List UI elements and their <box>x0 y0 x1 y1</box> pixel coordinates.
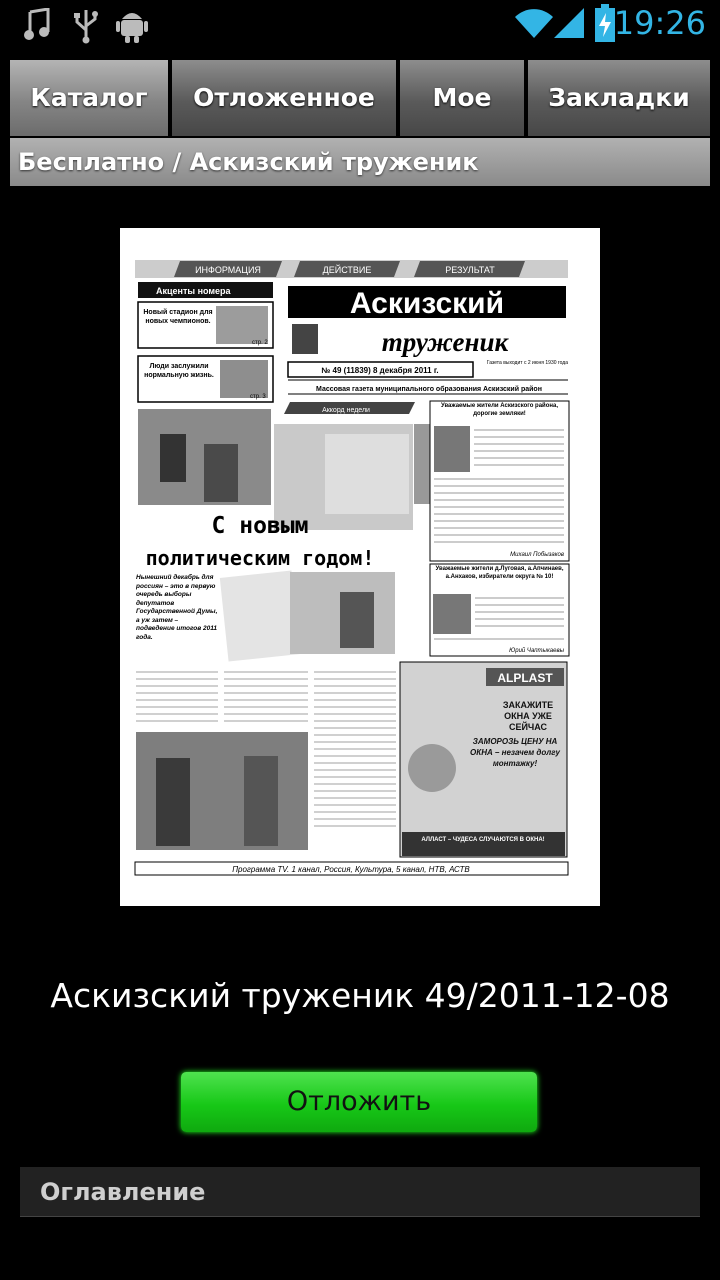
cover-letter2-title: Уважаемые жители д.Луговая, а.Апчинаев, а.Анхаков, избиратели округа № 10! <box>435 566 564 580</box>
cover-headline-1: С новым <box>211 513 309 539</box>
cover-ad-footer: АЛЛАСТ – ЧУДЕСА СЛУЧАЮТСЯ В ОКНА! <box>421 837 545 843</box>
cover-nav-label-action: ДЕЙСТВИЕ <box>322 265 372 275</box>
tab-deferred[interactable]: Отложенное <box>172 60 396 136</box>
tab-catalog[interactable]: Каталог <box>10 60 168 136</box>
tab-bar <box>10 60 710 136</box>
issue-title: Аскизский труженик 49/2011-12-08 <box>50 976 670 1015</box>
cover-founded: Газета выходит с 2 июня 1930 года <box>486 360 568 366</box>
cover-letter1-sign: Михаил Побызаков <box>510 552 564 558</box>
tab-mine[interactable]: Мое <box>400 60 524 136</box>
cover-issue-line: № 49 (11839) 8 декабря 2011 г. <box>321 366 439 375</box>
defer-button[interactable]: Отложить <box>181 1072 537 1132</box>
wifi-icon <box>514 6 554 40</box>
newspaper-cover-image[interactable] <box>120 228 600 906</box>
cover-nav-label-info: ИНФОРМАЦИЯ <box>195 265 261 275</box>
tab-bookmarks[interactable]: Закладки <box>528 60 710 136</box>
table-of-contents-header[interactable]: Оглавление <box>20 1167 700 1217</box>
cover-masthead-2: труженик <box>381 327 509 357</box>
battery-charging-icon <box>594 4 616 42</box>
breadcrumb: Бесплатно / Аскизский труженик <box>10 138 710 186</box>
cover-box2-text: Люди заслужили нормальную жизнь. <box>144 363 214 379</box>
clock: 19:26 <box>613 4 706 42</box>
cover-box1-page: стр. 2 <box>252 340 268 346</box>
cover-bottom-line: Программа TV. 1 канал, Россия, Культура, 5 канал, НТВ, АСТВ <box>232 865 470 874</box>
cover-subtitle: Массовая газета муниципального образования Аскизский район <box>316 386 542 393</box>
cover-box2-page: стр. 3 <box>250 394 266 400</box>
cover-chord: Аккорд недели <box>322 407 370 414</box>
cover-ad-line1: ЗАКАЖИТЕ ОКНА УЖЕ СЕЙЧАС <box>502 700 554 730</box>
cover-letter2-sign: Юрий Чаптыкаевы <box>509 648 564 654</box>
cover-nav-label-result: РЕЗУЛЬТАТ <box>445 265 495 275</box>
signal-icon <box>552 6 586 40</box>
cover-ad-brand: ALPLAST <box>497 671 553 685</box>
status-bar <box>0 0 720 50</box>
cover-headline-2: политическим годом! <box>145 546 375 570</box>
music-note-icon <box>20 8 54 42</box>
cover-lead-text: Нынешний декабрь для россиян – это в первую очередь выборы депутатов Государственной Думы, а уж затем – подведение итогов 2011 года. <box>136 574 218 641</box>
cover-letter1-title: Уважаемые жители Аскизского района, дорогие земляки! <box>440 403 559 417</box>
cover-accents: Акценты номера <box>156 286 231 296</box>
usb-icon <box>72 8 100 44</box>
android-debug-icon <box>116 8 148 44</box>
cover-masthead-1: Аскизский <box>349 287 505 320</box>
cover-ad-line2: ЗАМОРОЗЬ ЦЕНУ НА ОКНА – незачем долгу монтажку! <box>470 737 560 768</box>
cover-box1-text: Новый стадион для новых чемпионов. <box>143 309 213 325</box>
